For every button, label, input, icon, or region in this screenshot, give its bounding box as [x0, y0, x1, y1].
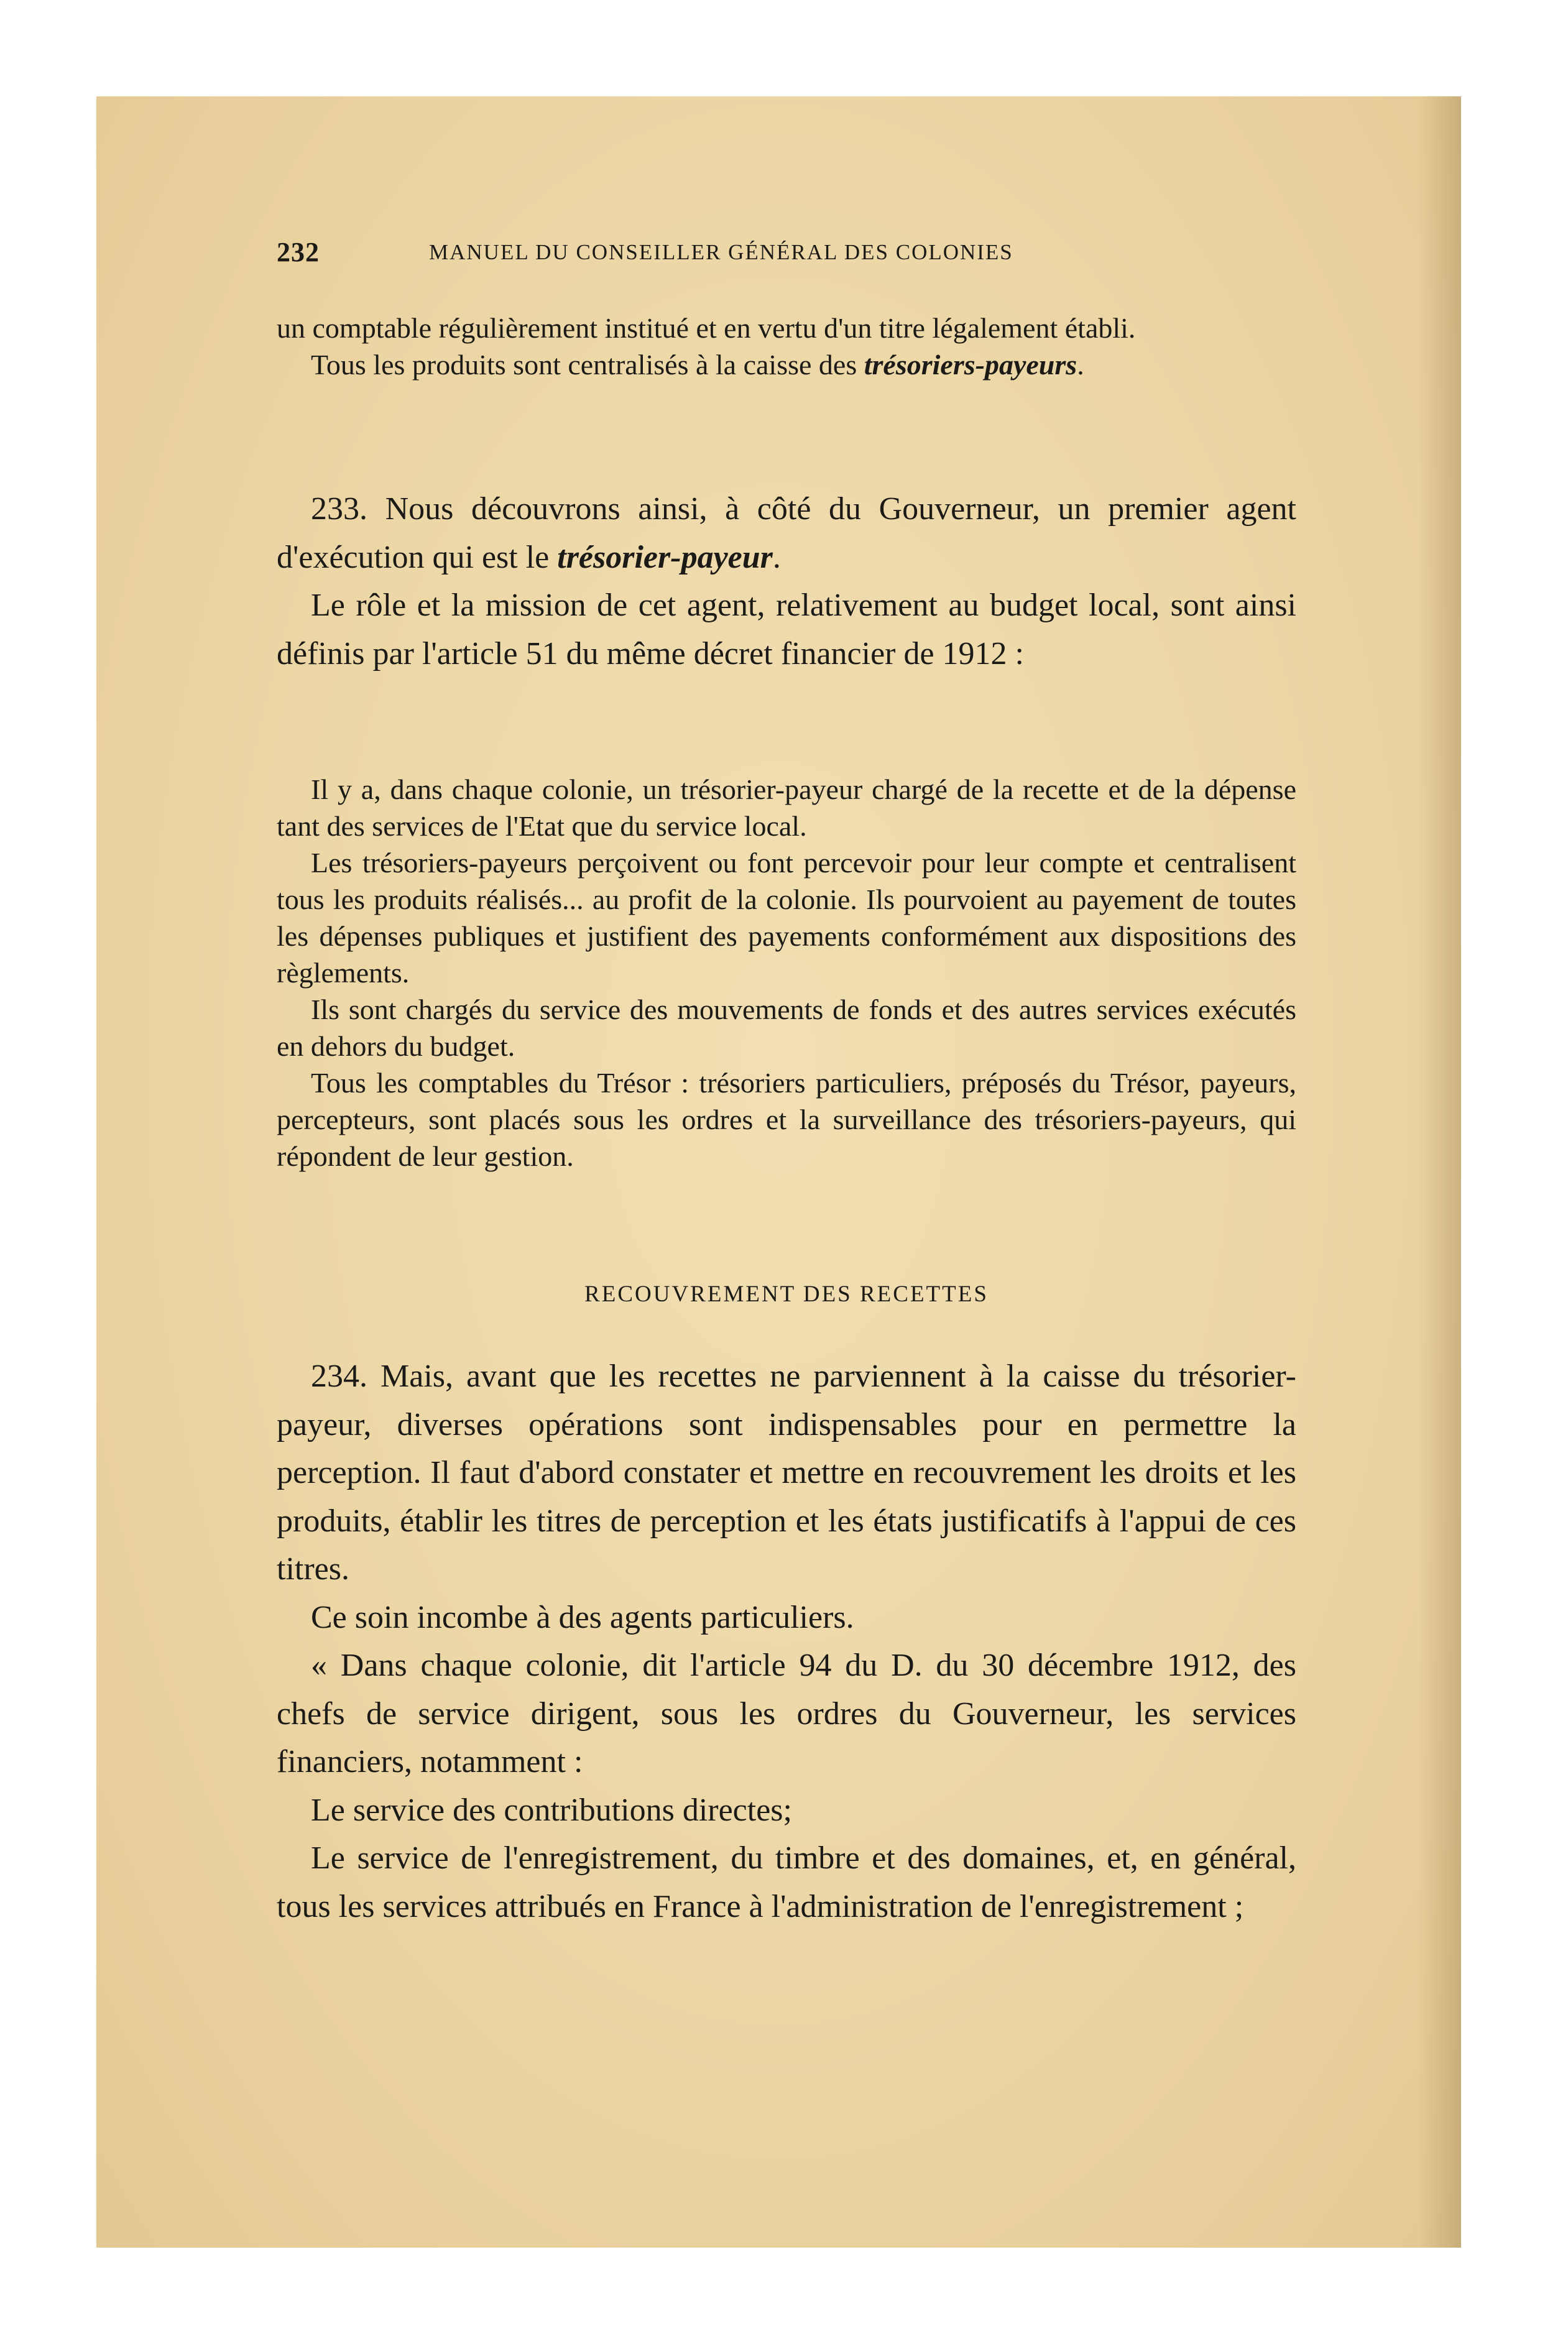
quote-paragraph-2: Les trésoriers-payeurs perçoivent ou font percevoir pour leur compte et centralisent tous les produits réalisés... au profit de la colonie. Ils pourvoient au payement de toutes les dépenses publiques et justifient des payements conformément aux dispositions des règlements. [277, 847, 1296, 989]
section-233-end: . [772, 539, 781, 575]
intro-paragraph-2-end: . [1077, 349, 1084, 381]
page-edge-shadow [1418, 96, 1461, 2248]
quote-paragraph-4: Tous les comptables du Trésor : trésoriers particuliers, préposés du Trésor, payeurs, percepteurs, sont placés sous les ordres et la surveillance des trésoriers-payeurs, qui répondent de leur gestion. [277, 1067, 1296, 1172]
section-233-emphasis: trésorier-payeur [557, 539, 773, 575]
running-title: MANUEL DU CONSEILLER GÉNÉRAL DES COLONIES [429, 240, 1013, 264]
running-head [277, 236, 1296, 274]
section-234-paragraph-2: Ce soin incombe à des agents particuliers. [311, 1599, 854, 1635]
section-234 [277, 1352, 1296, 1931]
intro-emphasis: trésoriers-payeurs [864, 349, 1077, 381]
section-234-paragraph-1: 234. Mais, avant que les recettes ne parviennent à la caisse du trésorier-payeur, diverses opérations sont indispensables pour en permettre la perception. Il faut d'abord constater et mettre en recouvrement les droits et les produits, établir les titres de perception et les états justificatifs à l'appui de ces titres. [277, 1359, 1296, 1587]
quotation-block [277, 771, 1296, 1174]
intro-paragraph-2-text: Tous les produits sont centralisés à la caisse des [311, 349, 864, 381]
page-number: 232 [277, 237, 320, 267]
section-heading: RECOUVREMENT DES RECETTES [584, 1281, 989, 1307]
section-234-paragraph-4: Le service des contributions directes; [311, 1792, 792, 1828]
intro-paragraph-2 [277, 346, 1296, 383]
section-233 [277, 485, 1296, 678]
section-234-paragraph-3: « Dans chaque colonie, dit l'article 94 du D. du 30 décembre 1912, des chefs de service dirigent, sous les ordres du Gouverneur, les services financiers, notamment : [277, 1648, 1296, 1779]
intro-paragraph-1: un comptable régulièrement institué et en vertu d'un titre légalement établi. [277, 312, 1136, 344]
quote-paragraph-1: Il y a, dans chaque colonie, un trésorier-payeur chargé de la recette et de la dépense tant des services de l'Etat que du service local. [277, 773, 1296, 842]
section-234-paragraph-5: Le service de l'enregistrement, du timbre et des domaines, et, en général, tous les services attribués en France à l'administration de l'enregistrement ; [277, 1840, 1296, 1924]
section-233-paragraph-2: Le rôle et la mission de cet agent, relativement au budget local, sont ainsi définis par l'article 51 du même décret financier de 1912 : [277, 588, 1296, 671]
quote-paragraph-3: Ils sont chargés du service des mouvements de fonds et des autres services exécutés en dehors du budget. [277, 994, 1296, 1062]
section-233-text: 233. Nous découvrons ainsi, à côté du Gouverneur, un premier agent d'exécution qui est le [277, 491, 1296, 575]
intro-block [277, 310, 1296, 383]
section-233-paragraph-1 [277, 485, 1296, 581]
